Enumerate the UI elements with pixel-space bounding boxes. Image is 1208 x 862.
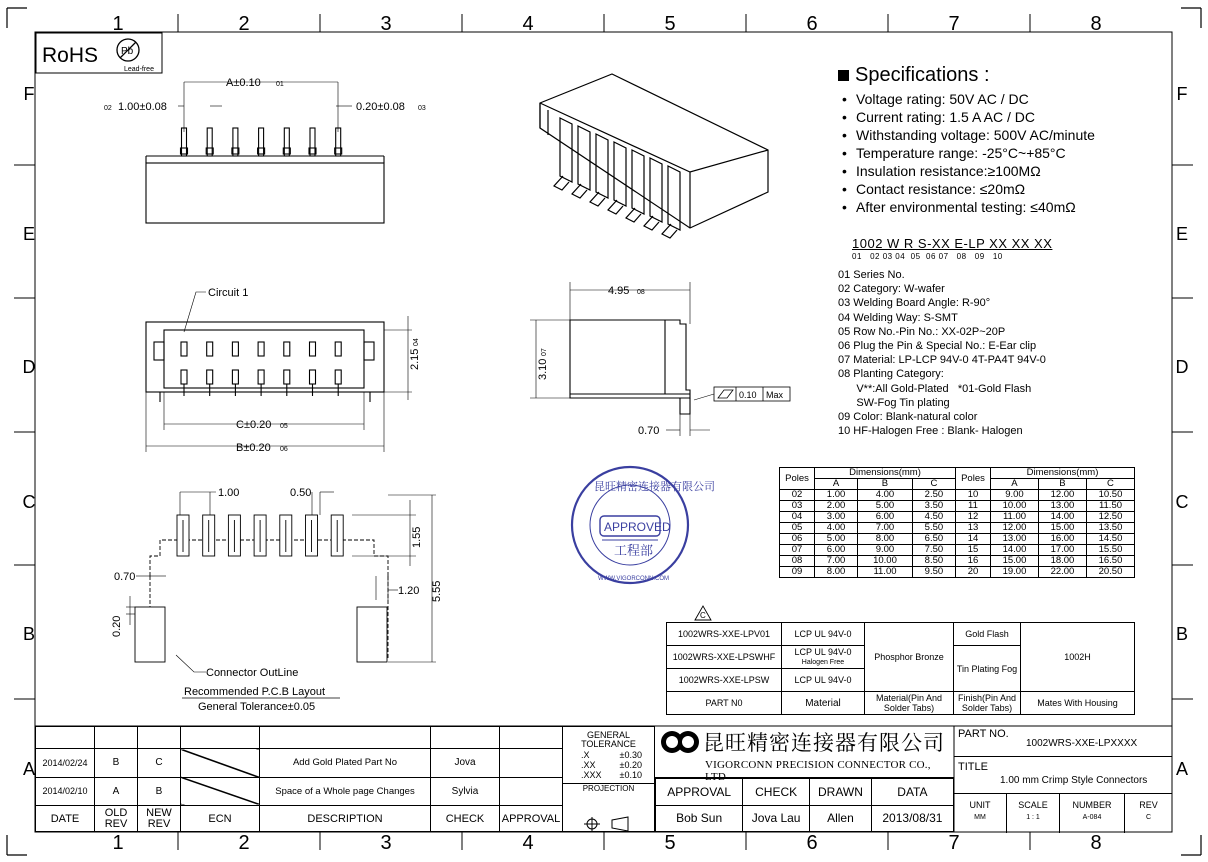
rev-head-date: DATE: [36, 806, 95, 832]
rohs-badge: [36, 33, 162, 73]
solder-tab-right: [357, 607, 387, 662]
revision-table: [35, 726, 563, 832]
flatness-icon: [718, 390, 733, 398]
dim-215-num: 04: [413, 338, 420, 346]
pcb-dim-120: 1.20: [398, 585, 420, 597]
dimensions-table: [779, 467, 1135, 578]
specs-title: [838, 64, 990, 87]
dim-cell: 15.00: [1038, 523, 1086, 534]
dim-cell: 20.50: [1086, 567, 1134, 578]
stamp-url: WWW.VIGORCONN.COM: [598, 576, 669, 582]
dim-cell: 10.00: [990, 501, 1038, 512]
dim-cell: 4.00: [815, 523, 858, 534]
dim-table-row: [780, 512, 1135, 523]
company-block: [655, 726, 954, 783]
tb-head-title: TITLE: [958, 761, 988, 773]
tb-unit: MM: [974, 814, 986, 821]
rev-old: B: [95, 749, 138, 778]
rev-check: Sylvia: [431, 777, 500, 806]
stamp-company: 昆旺精密连接器有限公司: [594, 481, 715, 493]
dim-cell: 13.00: [990, 534, 1038, 545]
dim-col-b-2: B: [1038, 479, 1086, 490]
side-view: [530, 282, 790, 436]
flatness-value: 0.10: [739, 390, 757, 400]
dim-cell: 19.00: [990, 567, 1038, 578]
iso-pin: [590, 192, 605, 206]
dim-310-num: 07: [541, 348, 548, 356]
specs-square-icon: [838, 70, 849, 81]
contact-upper: [335, 342, 341, 356]
pin: [182, 128, 187, 156]
tol-xxx: .XXX: [581, 770, 602, 780]
zone-col-2-bottom: 2: [238, 832, 250, 854]
zone-row-D: D: [22, 357, 36, 377]
spec-item: • Temperature range: -25°C~+85°C: [842, 144, 1095, 162]
legend-item: 04 Welding Way: S-SMT: [838, 311, 958, 324]
zone-col-5-bottom: 5: [664, 832, 676, 854]
rev-head-check: CHECK: [431, 806, 500, 832]
dim-col-c: C: [912, 479, 955, 490]
rev-desc: Add Gold Plated Part No: [260, 749, 431, 778]
legend-item: 09 Color: Blank-natural color: [838, 411, 978, 424]
dim-cell: 6.00: [815, 545, 858, 556]
dim-cell: 22.00: [1038, 567, 1086, 578]
signoff-head-drawn: DRAWN: [810, 779, 872, 806]
spec-item: • After environmental testing: ≤40mΩ: [842, 198, 1095, 216]
dim-cell: 9.50: [912, 567, 955, 578]
dim-cell: 8.00: [858, 534, 913, 545]
pcb-dim-100: 1.00: [218, 487, 240, 499]
flatness-max: Max: [766, 390, 784, 400]
general-tolerance-note: General Tolerance±0.05: [198, 701, 316, 713]
dim-head-poles: Poles: [780, 468, 815, 490]
dim-cell: 13.00: [1038, 501, 1086, 512]
dim-215: 2.15: [409, 348, 421, 370]
mat-part: 1002WRS-XXE-LPV01: [667, 623, 782, 646]
mat-head-finish: Finish(Pin And Solder Tabs): [954, 692, 1021, 715]
rev-date: 2014/02/10: [36, 777, 95, 806]
spec-item: • Current rating: 1.5 A AC / DC: [842, 108, 1095, 126]
connector-outline-label: Connector OutLine: [206, 667, 299, 679]
tol-xxx-val: ±0.10: [619, 770, 642, 780]
zone-row-E: E: [22, 224, 36, 244]
dim-cell: 14.00: [1038, 512, 1086, 523]
zone-row-B-right: B: [1175, 624, 1189, 644]
zone-col-6: 6: [806, 13, 818, 35]
dim-cell: 08: [780, 556, 815, 567]
dim-cell: 12.50: [1086, 512, 1134, 523]
tol-xx-val: ±0.20: [619, 760, 642, 770]
zone-col-2: 2: [238, 13, 250, 35]
dim-col-a-2: A: [990, 479, 1038, 490]
dim-table-row: [780, 567, 1135, 578]
zone-row-D-right: D: [1175, 357, 1189, 377]
dim-cell: 12: [955, 512, 990, 523]
pin: [310, 128, 315, 156]
rev-new: C: [138, 749, 181, 778]
part-code-nums: 01 02 03 04 05 06 07 08 09 10: [852, 252, 1003, 261]
legend-item: V**:All Gold-Plated *01-Gold Flash: [838, 382, 1032, 395]
front-view: [146, 82, 384, 223]
zone-col-4-bottom: 4: [522, 832, 534, 854]
zone-col-7: 7: [948, 13, 960, 35]
mat-part: 1002WRS-XXE-LPSWHF: [667, 646, 782, 669]
mat-material: LCP UL 94V-0: [782, 669, 865, 692]
stamp-dept: 工程部: [614, 543, 654, 558]
dim-c: C±0.20: [236, 419, 272, 431]
dim-cell: 1.00: [815, 490, 858, 501]
part-code: [852, 236, 1052, 261]
contact-upper: [207, 342, 213, 356]
rev-new: B: [138, 777, 181, 806]
dim-cell: 9.00: [990, 490, 1038, 501]
mat-part: 1002WRS-XXE-LPSW: [667, 669, 782, 692]
zone-col-6-bottom: 6: [806, 832, 818, 854]
zone-row-C: C: [22, 492, 36, 512]
specs-title-text: Specifications :: [855, 64, 990, 86]
dim-cell: 15.50: [1086, 545, 1134, 556]
dim-cell: 2.00: [815, 501, 858, 512]
specs-list: [842, 90, 1095, 216]
dim-cell: 7.00: [815, 556, 858, 567]
legend-item: 02 Category: W-wafer: [838, 283, 945, 296]
rev-desc: Space of a Whole page Changes: [260, 777, 431, 806]
zone-row-C-right: C: [1175, 492, 1189, 512]
zone-row-E-right: E: [1175, 224, 1189, 244]
part-code-legend: [838, 268, 1046, 438]
rev-check: Jova: [431, 749, 500, 778]
tol-x-val: ±0.30: [619, 750, 642, 760]
pcb-layout-title: Recommended P.C.B Layout: [184, 686, 326, 698]
zone-col-5: 5: [664, 13, 676, 35]
contact-lower: [335, 370, 341, 384]
dim-pitch-num: 02: [104, 105, 112, 112]
dim-cell: 17.00: [1038, 545, 1086, 556]
dim-a-num: 01: [276, 81, 284, 88]
iso-pin: [644, 216, 659, 230]
iso-pin: [572, 184, 587, 198]
rev-ecn-slash: [181, 777, 260, 806]
dim-cell: 8.50: [912, 556, 955, 567]
dim-cell: 06: [780, 534, 815, 545]
rev-head-desc: DESCRIPTION: [260, 806, 431, 832]
dim-cell: 11: [955, 501, 990, 512]
pb-text: Pb: [121, 46, 134, 57]
signoff-table: [655, 778, 954, 832]
contact-lower: [232, 370, 238, 384]
tb-head-number: NUMBER: [1072, 800, 1112, 810]
iso-view: [540, 74, 768, 238]
zone-row-A-right: A: [1175, 759, 1189, 779]
dim-pitch: 1.00±0.08: [118, 101, 167, 113]
contact-upper: [284, 342, 290, 356]
stamp-approved: APPROVED: [604, 520, 671, 534]
company-name-cn: 昆旺精密连接器有限公司: [703, 731, 945, 755]
signoff-drawn: Allen: [810, 805, 872, 832]
circuit-label: Circuit 1: [208, 287, 249, 299]
dim-table-row: [780, 545, 1135, 556]
dim-495: 4.95: [608, 285, 630, 297]
legend-item: 03 Welding Board Angle: R-90°: [838, 297, 991, 310]
tb-head-part: PART NO.: [958, 728, 1009, 740]
dim-cell: 14.00: [990, 545, 1038, 556]
contact-upper: [181, 342, 187, 356]
solder-tab-left: [135, 607, 165, 662]
pcb-dim-020: 0.20: [111, 615, 123, 637]
tb-number: A-084: [1082, 814, 1102, 821]
pcb-dim-155: 1.55: [411, 526, 423, 548]
mat-plating: Phosphor Bronze: [865, 623, 954, 692]
zone-row-F-right: F: [1176, 84, 1188, 104]
tb-head-rev: REV: [1139, 800, 1158, 810]
iso-pin: [662, 224, 677, 238]
mat-head-material: Material: [782, 692, 865, 715]
dim-cell: 13: [955, 523, 990, 534]
dim-cell: 15: [955, 545, 990, 556]
mat-tin: Tin Plating Fog: [954, 646, 1021, 692]
tb-rev: C: [1145, 814, 1152, 821]
dim-cell: 7.00: [858, 523, 913, 534]
dim-cell: 16.00: [1038, 534, 1086, 545]
dim-cell: 10.50: [1086, 490, 1134, 501]
dim-a: A±0.10: [226, 77, 261, 89]
signoff-date: 2013/08/31: [871, 805, 953, 832]
revision-mark: C: [700, 611, 706, 620]
dim-head-dims-2: Dimensions(mm): [990, 468, 1134, 479]
mat-halogen-free: Halogen Free: [801, 658, 845, 666]
dim-table-row: [780, 556, 1135, 567]
zone-col-1-bottom: 1: [112, 832, 124, 854]
spec-item: • Contact resistance: ≤20mΩ: [842, 180, 1095, 198]
mat-material-text: LCP UL 94V-0: [794, 646, 852, 657]
spec-item: • Insulation resistance:≥100MΩ: [842, 162, 1095, 180]
contact-lower: [181, 370, 187, 384]
contact-upper: [310, 342, 316, 356]
zone-col-1: 1: [112, 13, 124, 35]
tb-head-unit: UNIT: [969, 800, 991, 810]
contact-lower: [310, 370, 316, 384]
dim-pin: 0.20±0.08: [356, 101, 405, 113]
legend-item: 08 Planting Category:: [838, 368, 944, 381]
rev-date: 2014/02/24: [36, 749, 95, 778]
iso-pin: [626, 208, 641, 222]
legend-item: SW-Fog Tin plating: [838, 396, 950, 409]
projection-label: PROJECTION: [563, 783, 654, 794]
signoff-head-data: DATA: [871, 779, 953, 806]
rev-head-old: OLD REV: [95, 806, 138, 832]
mat-head-part: PART N0: [667, 692, 782, 715]
dim-cell: 04: [780, 512, 815, 523]
dim-cell: 15.00: [990, 556, 1038, 567]
dim-cell: 3.50: [912, 501, 955, 512]
dim-cell: 9.00: [858, 545, 913, 556]
dim-070-side: 0.70: [638, 425, 660, 437]
title-block: [954, 726, 1172, 832]
mat-material: LCP UL 94V-0: [782, 623, 865, 646]
signoff-check: Jova Lau: [743, 805, 810, 832]
dim-cell: 5.00: [815, 534, 858, 545]
tol-x: .X: [581, 750, 590, 760]
pin: [207, 128, 212, 156]
rohs-label: RoHS: [42, 44, 99, 67]
dim-head-poles-2: Poles: [955, 468, 990, 490]
dim-b: B±0.20: [236, 442, 271, 454]
contact-lower: [284, 370, 290, 384]
pcb-dim-555: 5.55: [431, 580, 443, 602]
dim-cell: 11.50: [1086, 501, 1134, 512]
dim-table-row: [780, 490, 1135, 501]
dim-cell: 02: [780, 490, 815, 501]
contact-lower: [207, 370, 213, 384]
rev-ecn-slash: [181, 749, 260, 778]
mat-mates: 1002H: [1021, 623, 1135, 692]
contact-lower: [258, 370, 264, 384]
legend-item: 01 Series No.: [838, 269, 905, 281]
zone-row-A: A: [22, 759, 36, 779]
legend-item: 05 Row No.-Pin No.: XX-02P~20P: [838, 325, 1006, 338]
zone-col-3: 3: [380, 13, 392, 35]
dim-cell: 4.50: [912, 512, 955, 523]
dim-table-row: [780, 501, 1135, 512]
legend-item: 07 Material: LP-LCP 94V-0 4T-PA4T 94V-0: [838, 354, 1046, 367]
dim-cell: 4.00: [858, 490, 913, 501]
dim-cell: 13.50: [1086, 523, 1134, 534]
legend-item: 10 HF-Halogen Free : Blank- Halogen: [838, 425, 1023, 438]
dim-cell: 11.00: [990, 512, 1038, 523]
iso-pin: [554, 176, 569, 190]
zone-row-F: F: [23, 84, 35, 104]
pin: [336, 128, 341, 156]
pin: [233, 128, 238, 156]
dim-cell: 12.00: [1038, 490, 1086, 501]
dim-head-dims: Dimensions(mm): [815, 468, 956, 479]
tol-xx: .XX: [581, 760, 596, 770]
iso-pin: [608, 200, 623, 214]
dim-cell: 18.00: [1038, 556, 1086, 567]
dim-cell: 20: [955, 567, 990, 578]
zone-col-3-bottom: 3: [380, 832, 392, 854]
material-table: [666, 622, 1135, 715]
mat-head-mates: Mates With Housing: [1021, 692, 1135, 715]
dim-cell: 11.00: [858, 567, 913, 578]
zone-col-8: 8: [1090, 13, 1102, 35]
tb-head-scale: SCALE: [1018, 800, 1048, 810]
dim-cell: 10.00: [858, 556, 913, 567]
rev-head-approval: APPROVAL: [500, 806, 563, 832]
dim-310: 3.10: [537, 358, 549, 380]
zone-col-4: 4: [522, 13, 534, 35]
rev-head-new: NEW REV: [138, 806, 181, 832]
legend-item: 06 Plug the Pin & Special No.: E-Ear clip: [838, 340, 1037, 353]
dim-table-row: [780, 534, 1135, 545]
mat-head-pin: Material(Pin And Solder Tabs): [865, 692, 954, 715]
pin: [259, 128, 264, 156]
contact-upper: [232, 342, 238, 356]
mat-gold: Gold Flash: [954, 623, 1021, 646]
tb-title: 1.00 mm Crimp Style Connectors: [1000, 775, 1148, 786]
dim-cell: 12.00: [990, 523, 1038, 534]
dim-cell: 2.50: [912, 490, 955, 501]
zone-row-B: B: [22, 624, 36, 644]
tb-scale: 1 : 1: [1026, 814, 1040, 821]
dim-cell: 6.00: [858, 512, 913, 523]
dim-cell: 14.50: [1086, 534, 1134, 545]
dim-cell: 07: [780, 545, 815, 556]
dim-cell: 5.00: [858, 501, 913, 512]
signoff-head-approval: APPROVAL: [656, 779, 743, 806]
dim-col-b: B: [858, 479, 913, 490]
pcb-dim-070: 0.70: [114, 571, 136, 583]
dim-cell: 14: [955, 534, 990, 545]
dim-c-num: 05: [280, 423, 288, 430]
dim-cell: 03: [780, 501, 815, 512]
tolerance-block: [563, 726, 655, 832]
dim-col-a: A: [815, 479, 858, 490]
pin: [284, 128, 289, 156]
pcb-dim-050: 0.50: [290, 487, 312, 499]
dim-cell: 10: [955, 490, 990, 501]
dim-cell: 3.00: [815, 512, 858, 523]
dim-cell: 05: [780, 523, 815, 534]
signoff-approval: Bob Sun: [656, 805, 743, 832]
dim-cell: 09: [780, 567, 815, 578]
dim-cell: 7.50: [912, 545, 955, 556]
tolerance-title: GENERAL TOLERANCE: [581, 730, 636, 749]
contact-upper: [258, 342, 264, 356]
zone-col-7-bottom: 7: [948, 832, 960, 854]
signoff-head-check: CHECK: [743, 779, 810, 806]
dim-b-num: 06: [280, 446, 288, 453]
spec-item: • Voltage rating: 50V AC / DC: [842, 90, 1095, 108]
dim-col-c-2: C: [1086, 479, 1134, 490]
tb-part: 1002WRS-XXE-LPXXXX: [1026, 738, 1138, 749]
spec-item: • Withstanding voltage: 500V AC/minute: [842, 126, 1095, 144]
dim-pin-num: 03: [418, 105, 426, 112]
dim-495-num: 08: [637, 289, 645, 296]
dim-cell: 5.50: [912, 523, 955, 534]
dim-cell: 16.50: [1086, 556, 1134, 567]
dim-cell: 16: [955, 556, 990, 567]
dim-cell: 6.50: [912, 534, 955, 545]
rev-old: A: [95, 777, 138, 806]
dim-table-row: [780, 523, 1135, 534]
company-name-en: VIGORCONN PRECISION CONNECTOR CO., LTD: [705, 759, 931, 783]
part-code-text: 1002 W R S-XX E-LP XX XX XX: [852, 236, 1053, 251]
plan-view: [146, 292, 412, 452]
rev-head-ecn: ECN: [181, 806, 260, 832]
leadfree-text: Lead-free: [124, 66, 154, 73]
dim-cell: 8.00: [815, 567, 858, 578]
mat-material-hf: [782, 646, 865, 669]
zone-col-8-bottom: 8: [1090, 832, 1102, 854]
